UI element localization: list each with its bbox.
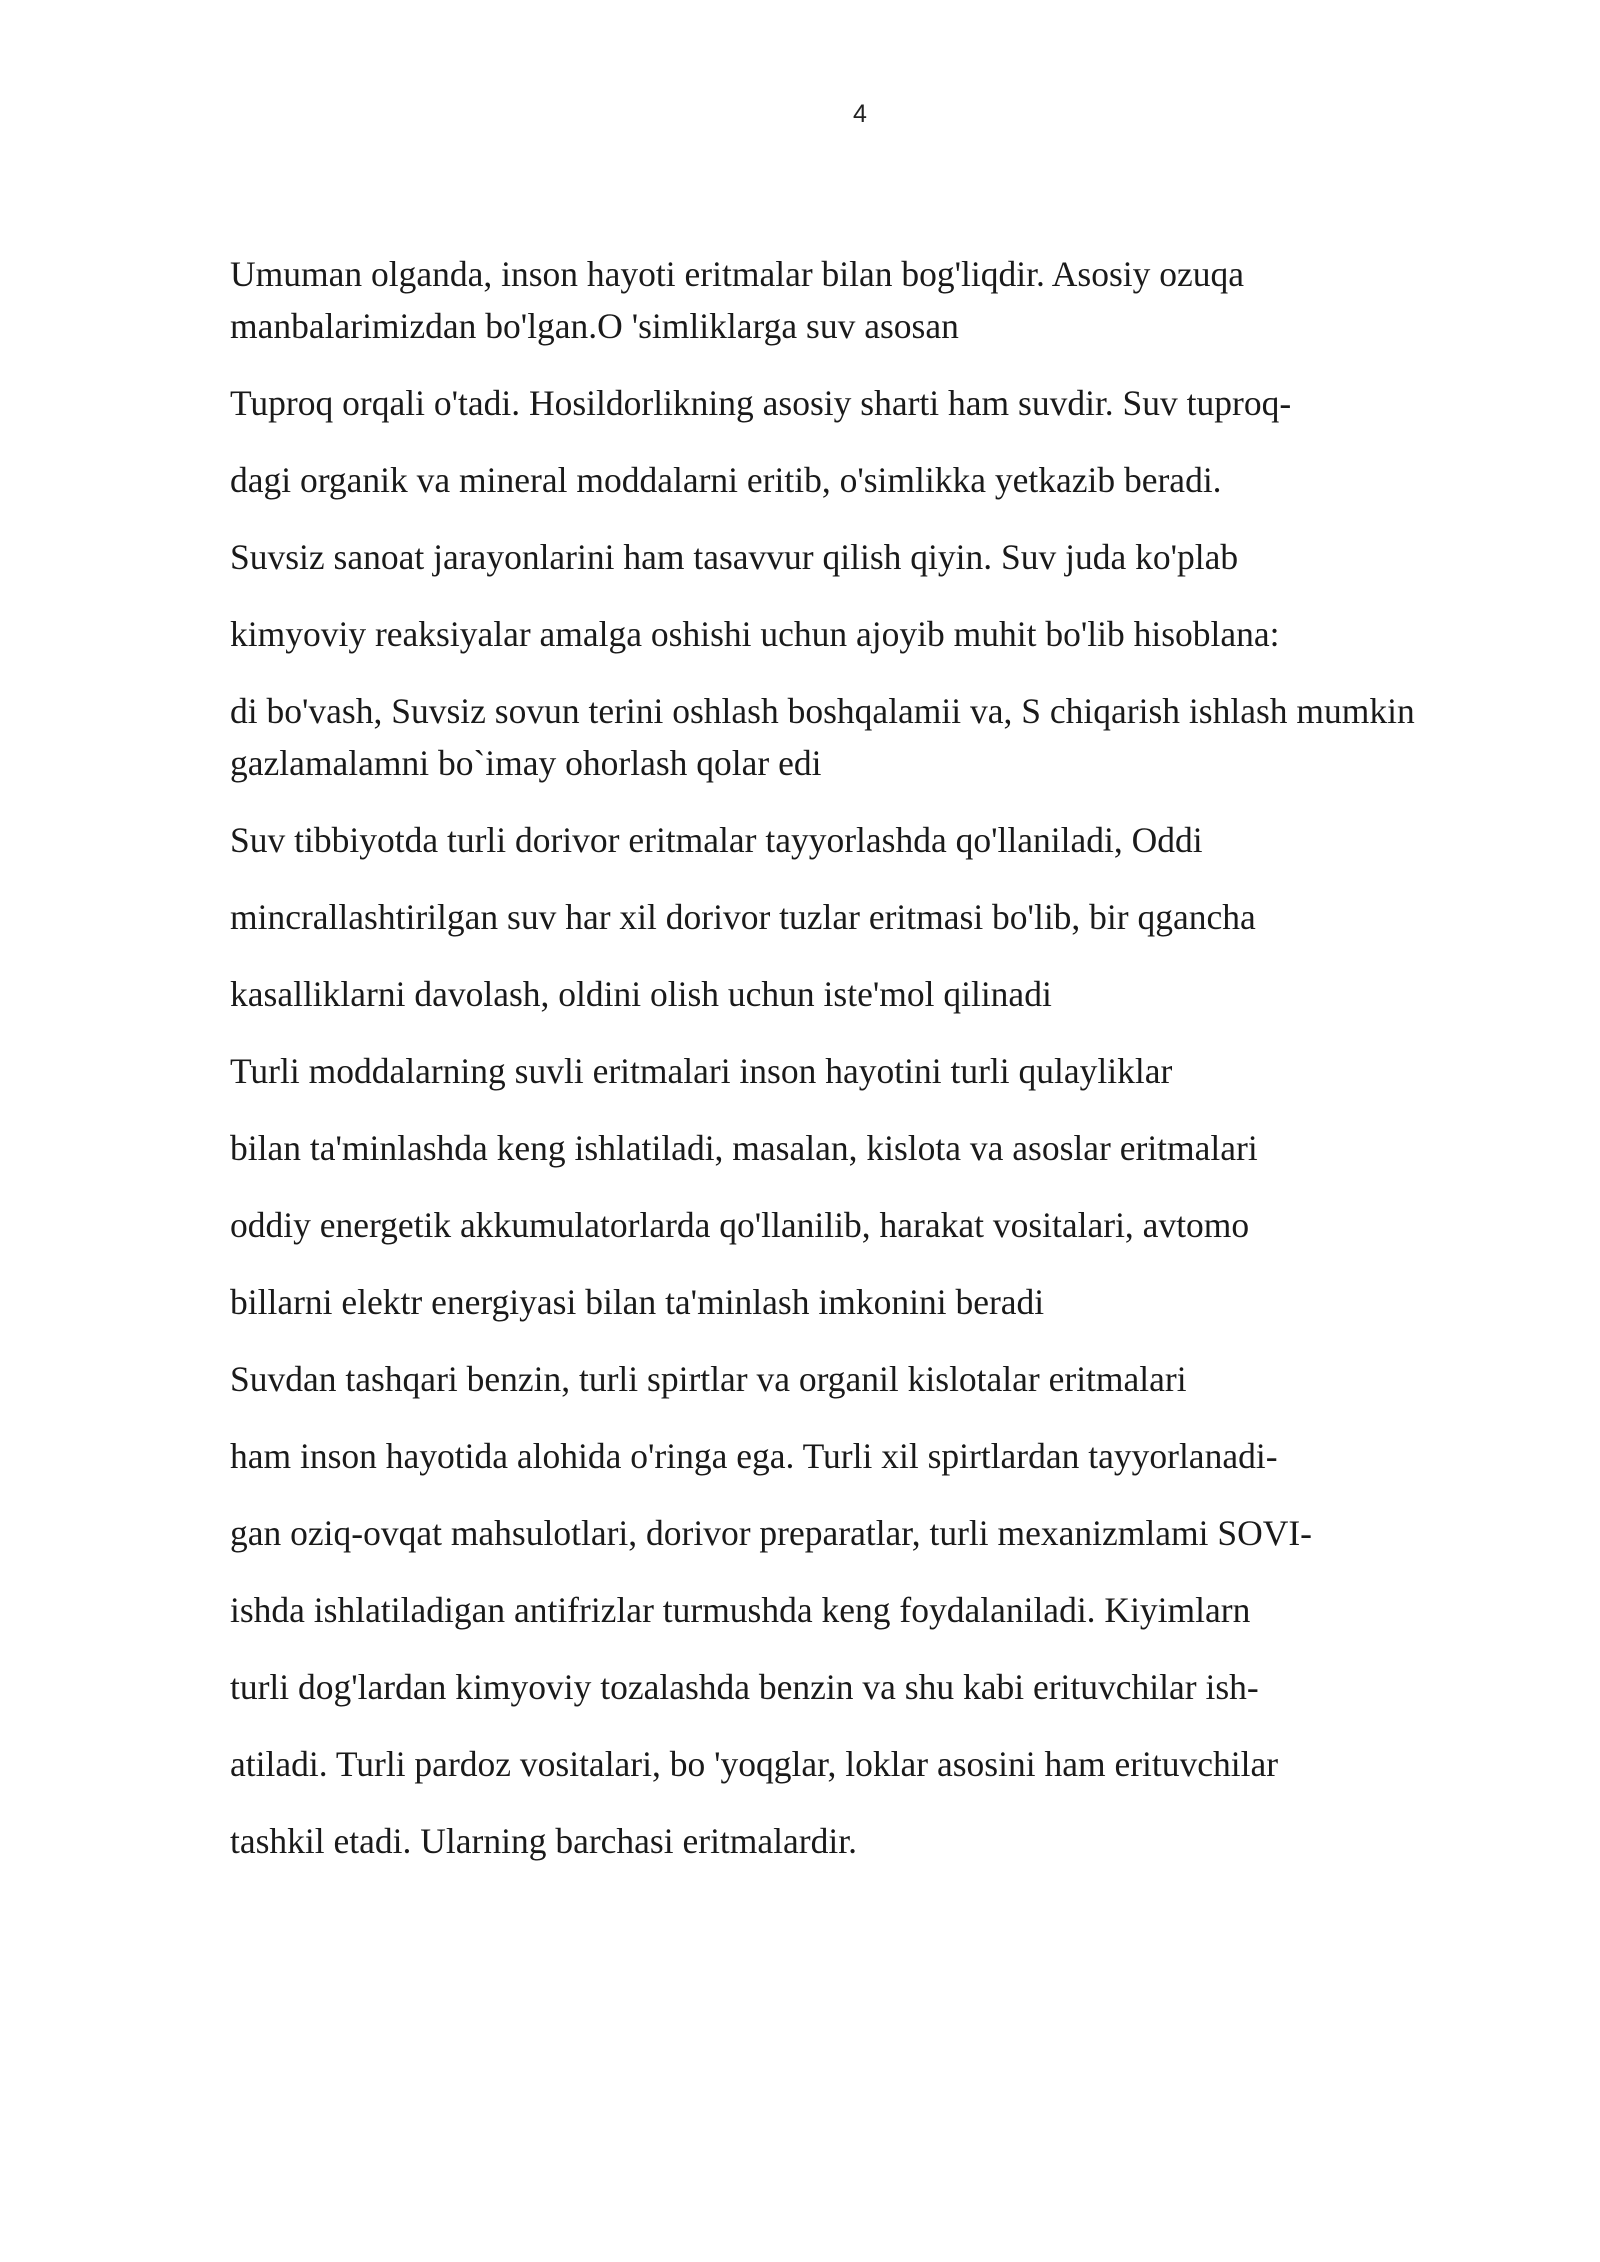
text-line: kimyoviy reaksiyalar amalga oshishi uchun ajoyib muhit bo'lib hisoblana: xyxy=(230,614,1280,654)
text-line: Suv tibbiyotda turli dorivor eritmalar tayyorlashda qo'llaniladi, Oddi xyxy=(230,820,1203,860)
text-line: Umuman olganda, inson hayoti eritmalar bilan bog'liqdir. Asosiy ozuqa xyxy=(230,254,1245,294)
text-line: bilan ta'minlashda keng ishlatiladi, masalan, kislota va asoslar eritmalari xyxy=(230,1128,1258,1168)
text-line: turli dog'lardan kimyoviy tozalashda benzin va shu kabi erituvchilar ish- xyxy=(230,1667,1259,1707)
text-line: Turli moddalarning suvli eritmalari inson hayotini turli qulayliklar xyxy=(230,1051,1173,1091)
text-line: gan oziq-ovqat mahsulotlari, dorivor preparatlar, turli mexanizmlami SOVI- xyxy=(230,1513,1312,1553)
text-line: Suvsiz sanoat jarayonlarini ham tasavvur qilish qiyin. Suv juda ko'plab xyxy=(230,537,1239,577)
text-line: ham inson hayotida alohida o'ringa ega. Turli xil spirtlardan tayyorlanadi- xyxy=(230,1436,1278,1476)
text-line: billarni elektr energiyasi bilan ta'minlash imkonini beradi xyxy=(230,1282,1045,1322)
text-line: kasalliklarni davolash, oldini olish uchun iste'mol qilinadi xyxy=(230,974,1052,1014)
text-line: Tuproq orqali o'tadi. Hosildorlikning asosiy sharti ham suvdir. Suv tuproq- xyxy=(230,383,1292,423)
text-line: di bo'vash, Suvsiz sovun terini oshlash boshqalamii va, S chiqarish ishlash mumkin xyxy=(230,691,1415,731)
text-line: tashkil etadi. Ularning barchasi eritmalardir. xyxy=(230,1821,857,1861)
text-line: oddiy energetik akkumulatorlarda qo'llanilib, harakat vositalari, avtomo xyxy=(230,1205,1250,1245)
text-line: ishda ishlatiladigan antifrizlar turmushda keng foydalaniladi. Kiyimlarn xyxy=(230,1590,1251,1630)
text-line: mincrallashtirilgan suv har xil dorivor tuzlar eritmasi bo'lib, bir qgancha xyxy=(230,897,1256,937)
page-number: 4 xyxy=(853,100,867,128)
text-line: dagi organik va mineral moddalarni eritib, o'simlikka yetkazib beradi. xyxy=(230,460,1222,500)
text-line: manbalarimizdan bo'lgan.O 'simliklarga suv asosan xyxy=(230,306,959,346)
body-text xyxy=(230,248,1570,1867)
text-line: gazlamalamni bo`imay ohorlash qolar edi xyxy=(230,743,822,783)
text-line: Suvdan tashqari benzin, turli spirtlar va organil kislotalar eritmalari xyxy=(230,1359,1187,1399)
text-line: atiladi. Turli pardoz vositalari, bo 'yoqglar, loklar asosini ham erituvchilar xyxy=(230,1744,1279,1784)
